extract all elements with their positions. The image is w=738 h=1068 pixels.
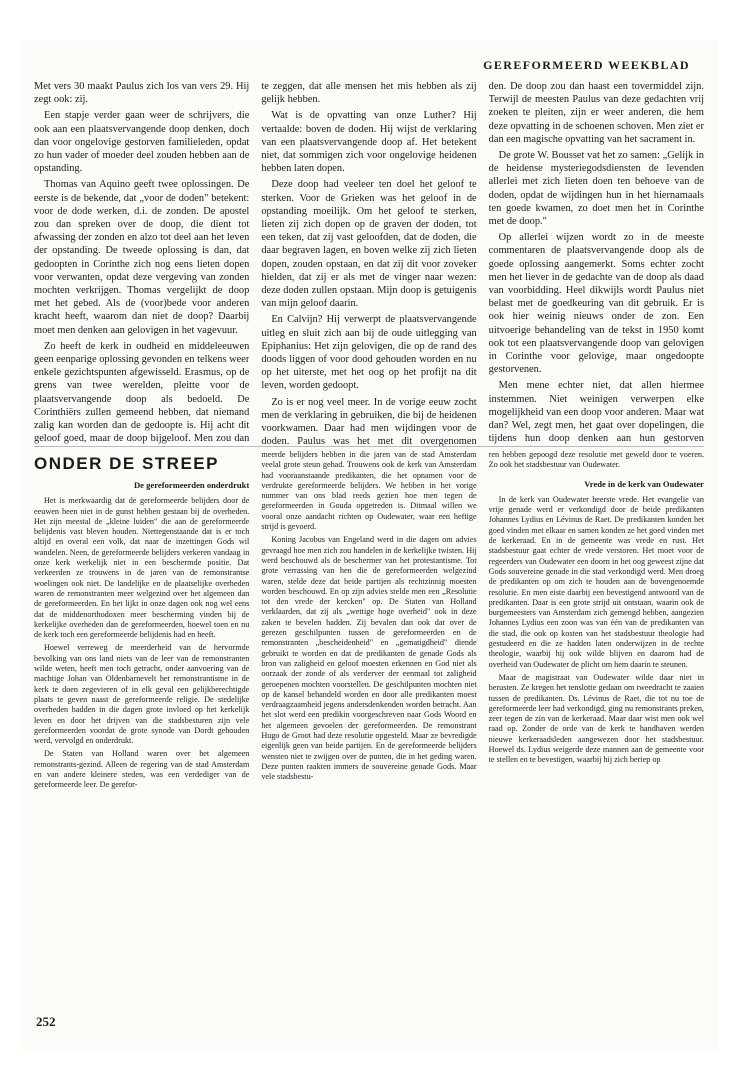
paragraph: In de kerk van Oudewater heerste vrede. Het evangelie van vrije genade werd er verkondigd door de beide predikanten Johannes Lydius en Lévinus de Raet. De predikanten konden het goed vinden met elkaar en samen konden ze het goed vinden met de kerkeraad. En in de gemeente was vrede en rust. Het stadsbestuur gaat echter de vrede verstoren. Het moet voor de regeerders van Oudewater een doorn in het oog geweest zijne dat Gods souvereine genade in die stad verkondigd werd. Men droeg de predikanten op om zich te houden aan de bovengenoemde resolutie. En men eiste daarbij een bevestigend antwoord van de predikanten. Daar is een grote strijd uit ontstaan, waarin ook de burgemeesters van Amsterdam zich gemengd hebben, aangezien Johannes Lydius een zoon was van één van de predikanten van die stad, die ook op kosten van het stadsbestuur theologie had gestudeerd en die ze hadden laten onderwijzen in de rechte theologie, waarbij hij ook wilde blijven en daarom had de overheid van Oudewater de plicht om hem daarin te steunen. bbox=[488, 494, 704, 669]
paragraph: Het is merkwaardig dat de gereformeerde belijders door de eeuwen heen niet in de gunst hebben gestaan bij de overheden. Het zijn meestal de „kleine luiden" die aan de gereformeerde belijdenis vast bleven houden. Niettegenstaande dat is er toch altijd en overal een volk, dat naar de inzettingen Gods wil wandelen. Neen, de gereformeerde belijders verkeren vandaag in onze kerk werkelijk niet in een beschermde positie. Dat verkeerden ze trouwens in de jaren van de remonstrantse woelingen ook niet. De landelijke en de plaatselijke overheden waren de remonstranten meer welgezind over het algemeen dan de gereformeerden. En het lijkt in onze dagen ook nog wel eens dat de middenorthodoxen meer bescherming vinden bij de kerkelijke overheden dan de gereformeerden, hoewel toen en nu de kerk toch een gereformeerde belijdenis had en heeft. bbox=[34, 496, 250, 640]
paragraph: Deze doop had veeleer ten doel het geloof te sterken. Voor de Grieken was het geloof in de opstanding moeilijk. Om het geloof te sterken, lieten zij zich dopen op de graven der doden, tot een teken, dat zij vast geloofden, dat de doden, die daar begraven lagen, en boven welke zij zich lieten dopen, zouden opstaan, en dat zij dit voor zoveker hielden, dat zij er als met de vinger naar wezen: deze doden zullen opstaan. Mijn doop is getuigenis van mijn geloof daarin. bbox=[261, 179, 477, 310]
paragraph: ren hebben gepoogd deze resolutie met geweld door te voeren. Zo ook het stadsbestuur van Oudewater. bbox=[488, 450, 704, 470]
paragraph: Men mene echter niet, dat allen hiermee instemmen. Niet weinigen verwerpen elke mogelijkheid van een doop voor anderen. Maar wat dan? Wel, zegt men, het gaat over dopelingen, die tijdens hun doop denken aan hun gestorven bbox=[488, 380, 704, 445]
paragraph: Zo is er nog veel meer. In de vorige eeuw zocht men de verklaring in gebruiken, die bij de heidenen voorkwamen. Daar had men wijdingen voor de doden. Paulus was het met dit overgenomen bbox=[261, 396, 477, 446]
section-body bbox=[34, 450, 704, 1010]
paragraph: Koning Jacobus van Engeland werd in die dagen om advies gevraagd hoe men zich zou handelen in de kerkelijke twisten. Hij werd beschouwd als de beschermer van het protestantisme. Tot grote verrassing van hen die de gereformeerden welgezind waren, stelde deze dat beide partijen als rechtzinnig moesten worden beschouwd. En op zijn advies stelde men een „Resolutie tot den vrede der kercken" op. De Staten van Holland verklaarden, dat zij als „wettige hoge overheid" ook in deze zaken te bevelen hadden. Zij bevalen dan ook dat over de gerezen geschilpunten tussen de gereformeerden en de remonstranten „bescheidenheid" en „gematigdheid" diende gebruikt te worden en dat de predikanten de genade Gods als bron van zaligheid en geloof moesten erkennen en God niet als oorzaak der zonde of als verderver der eenmaal tot zaligheid geroepenen mochten voorstellen. De geschilpunten mochten niet op de kansel behandeld worden en door alle predikanten moest verdraagzaamheid jegens andersdenkenden worden betracht. Aan het slot werd een predikin voorgeschreven naar Gods Woord en het algemeen gevoelen der gereformeerden. De remonstrant Hugo de Groot had deze resolutie opgesteld. Maar ze bevredigde eigenlijk geen van beide partijen. En de gereformeerde belijders wensten niet te zwijgen over de punten, die in het geding waren. Deze punten raakten immers de souvereine genade Gods. Maar vele stadsbestu- bbox=[261, 535, 477, 782]
paragraph: Maar de magistraat van Oudewater wilde daar niet in berusten. Ze kregen het tenslotte gedaan om tweedracht te zaaien tussen de predikanten. Ds. Lévinus de Raet, die tot nu toe de gereformeerde leer had verkondigd, ging nu remonstrants preken, zeer tegen de zin van de kerkeraad. Maar daar wist men ook wel raad op. Zonder de orde van de kerk te handhaven werden nieuwe kerkeraadsleden aangewezen door het stadsbestuur. Hoewel ds. Lydius weigerde deze mannen aan de gemeente voor te stellen en te bevestigen, waarbij hij zich beriep op bbox=[488, 672, 704, 765]
paragraph: En Calvijn? Hij verwerpt de plaatsvervangende uitleg en sluit zich aan bij de oude uitlegging van Epiphanius: Het zijn gelovigen, die op de rand des doods liggen of voor dood gehouden worden en nu op het uiterste, met het oog op het profijt na dit leven, worden gedoopt. bbox=[261, 314, 477, 392]
section-divider bbox=[34, 446, 704, 447]
paragraph: meerde belijders hebben in die jaren van de stad Amsterdam veelal grote steun gehad. Trouwens ook de kerk van Amsterdam had vooraanstaande predikanten, die het opnamen voor de verdrukte gereformeerde belijders. We hebben in het vorige nummer van ons blad reeds gezien hoe men tegen de gereformeerden in Gouda opgetreden is. Ditmaal willen we vooral onze aandacht richten op Oudewater, waar een heftige strijd is gevoerd. bbox=[261, 450, 477, 532]
page-number: 252 bbox=[36, 1014, 56, 1029]
paragraph: Een stapje verder gaan weer de schrijvers, die ook aan een plaatsvervangende doop denken, doch dan voor ongelovige gestorven familieleden, opdat zo hun vader of moeder deel zouden hebben aan de opstanding. bbox=[34, 110, 250, 175]
paragraph: Zo heeft de kerk in oudheid en middeleeuwen geen eenparige oplossing gevonden en telkens weer enkele gezichtspunten afgewisseld. Erasmus, op de grens van twee werelden, pleitte voor de plaatsvervangende doop als bedoeld. De Corinthiërs zullen gemeend hebben, dat niemand zalig kan worden dan de gedoopte is. Hij acht dit geloof goed, maar de doop bijgeloof. Men zou dan bbox=[34, 340, 250, 445]
paragraph: te zeggen, dat alle mensen het mis hebben als zij gelijk hebben. bbox=[261, 81, 477, 106]
article-body bbox=[34, 80, 704, 446]
paragraph: De Staten van Holland waren over het algemeen remonstrants-gezind. Alleen de regering van de stad Amsterdam en van andere kleinere steden, was een verdediger van de gereformeerde leer. De gerefor- bbox=[34, 749, 250, 790]
paragraph: den. De doop zou dan haast een tovermiddel zijn. Terwijl de meesten Paulus van deze gedachten vrij zoeken te pleiten, zijn er weer anderen, die hem deze opvatting in de schoenen schoven. Men ziet er dan een magische opvatting van het sacrament in. bbox=[488, 81, 704, 145]
section-column-3 bbox=[489, 450, 704, 1010]
article-column-1 bbox=[34, 80, 249, 446]
magazine-page bbox=[20, 40, 718, 1050]
section-column-1 bbox=[34, 450, 249, 1010]
paragraph: Wat is de opvatting van onze Luther? Hij vertaalde: boven de doden. Hij wijst de verklaring van een plaatsvervangende doop af. Het betekent niet, dat sommigen zich voor ongelovige heidenen hebben laten dopen. bbox=[261, 110, 477, 175]
section-subhead: Vrede in de kerk van Oudewater bbox=[584, 478, 704, 489]
paragraph: Thomas van Aquino geeft twee oplossingen. De eerste is de bekende, dat „voor de doden" betekent: voor de dode werken, d.i. de zonden. De apostel zou dan spreken over de doop, die dient tot afwassing der zonden en alzo tot deel aan het leven der opstanding. De tweede oplossing is dan, dat gedoopten in Corinthe zich nog eens lieten dopen voor verwanten, opdat deze vergeving van zonden mochten verkrijgen. Thomas vergelijkt de doop met het gebed. Als de (voor)bede voor anderen kracht heeft, waarom dan niet de doop? Daarbij moet men denken aan gelovigen in het vagevuur. bbox=[34, 179, 250, 336]
section-column-2 bbox=[261, 450, 476, 1010]
section-subhead: De gereformeerden onderdrukt bbox=[133, 480, 250, 490]
running-title: GEREFORMEERD WEEKBLAD bbox=[483, 58, 690, 72]
article-column-2 bbox=[261, 80, 476, 446]
article-column-3 bbox=[489, 80, 704, 446]
paragraph: Hoewel verreweg de meerderheid van de hervormde bevolking van ons land niets van de leer van de remonstranten wilde weten, heeft men toch getracht, onder aanvoering van de machtige Johan van Oldenbarnevelt het remonstrantisme in de kerk te doen zegevieren of in elk geval een gelijkberechtigde plaats te geven naast de gereformeerde religie. De stedelijke overheden hadden in die dagen grote invloed op het kerkelijk leven en door het drijven van die stadsbesturen zijn vele gereformeerden voordat de grote synode van Dordt gehouden werd, vervolgd en onderdrukt. bbox=[34, 643, 250, 746]
paragraph: Op allerlei wijzen wordt zo in de meeste commentaren de plaatsvervangende doop als de goede oplossing aangemerkt. Soms echter zocht men het liever in de gedachte van de doop als daad van voorbidding. Heel dikwijls wordt Paulus niet belast met de goedkeuring van dit gebruik. Er is ook hier weinig nieuws onder de zon. Een uitvoerige behandeling van de tekst in 1950 komt ook tot een plaatsvervangende doop van gelovigen in Corinthe voor gelovige, maar ongedoopte gestorvenen. bbox=[488, 232, 704, 376]
paragraph: De grote W. Bousset vat het zo samen: „Gelijk in de heidense mysteriegodsdiensten de levenden allerlei met zich lieten doen ten behoeve van de doden, opdat de wijdingen hun in het hiernamaals ten goede kwamen, zo doet men het in Corinthe met de doop." bbox=[488, 150, 704, 228]
paragraph: Met vers 30 maakt Paulus zich los van vers 29. Hij zegt ook: zij. bbox=[34, 81, 250, 106]
section-title: ONDER DE STREEP bbox=[34, 454, 219, 473]
